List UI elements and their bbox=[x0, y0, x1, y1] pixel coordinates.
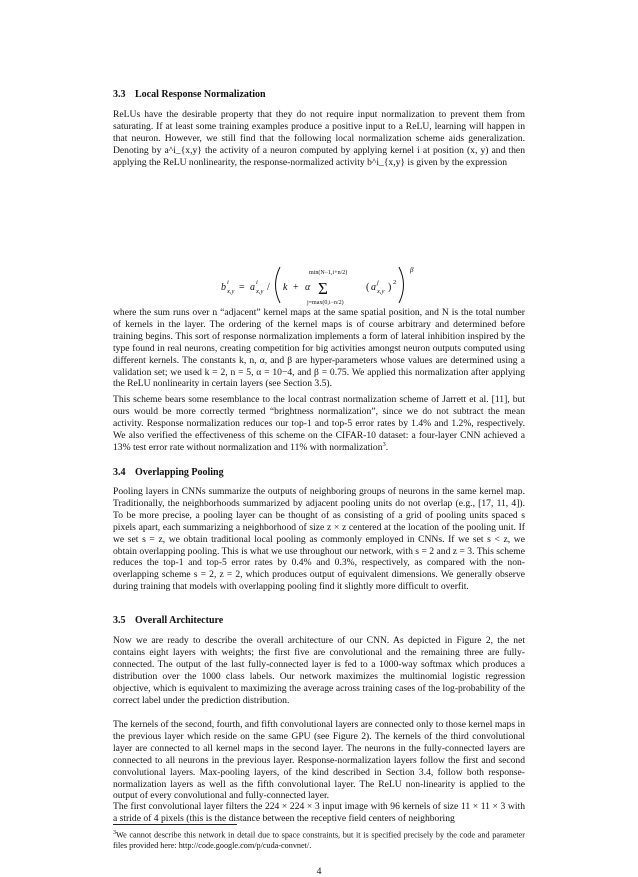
svg-text:i: i bbox=[256, 279, 258, 286]
footnote-rule bbox=[113, 824, 237, 825]
footnote-3: $^3$We cannot describe this network in detail due to space constraints, but it is specified precisely by the code and parameter files provided here: http://code.google.com/p/cuda-convnet/. bbox=[113, 830, 525, 850]
svg-text:/: / bbox=[267, 282, 270, 293]
svg-text:i: i bbox=[227, 279, 229, 286]
svg-text:a: a bbox=[371, 282, 376, 293]
paragraph-first-conv-layer: The first convolutional layer filters the 224 × 224 × 3 input image with 96 kernels of size 11 × 11 × 3 with a stride of 4 pixels (this is the distance between the receptive field centers of neighboring bbox=[113, 801, 525, 824]
svg-text:k: k bbox=[283, 282, 288, 293]
paragraph-brightness-normalization: This scheme bears some resemblance to the local contrast normalization scheme of Jarrett et al. [11], but ours would be more correctly termed “brightness normalization”, since we do not subtract the mean activity. Response normalization reduces our top-1 and top-5 error rates by 1.4% and 1.2%, respectively. We also verified the effectiveness of this scheme on the CIFAR-10 dataset: a four-layer CNN achieved a 13% test error rate without normalization and 11% with normalization$^3$. bbox=[113, 394, 525, 453]
svg-text:+: + bbox=[293, 282, 299, 293]
svg-text:x,y: x,y bbox=[227, 288, 235, 295]
svg-text:j: j bbox=[377, 279, 379, 286]
eq-lhs: b bbox=[221, 282, 226, 293]
page-number: 4 bbox=[316, 866, 322, 877]
section-heading-3-5: 3.5 Overall Architecture bbox=[113, 615, 224, 626]
paragraph-architecture-overview: Now we are ready to describe the overall architecture of our CNN. As depicted in Figure 2, the net contains eight layers with weights; the first five are convolutional and the remaining three are fully-connected. The output of the last fully-connected layer is fed to a 1000-way softmax which produces a distribution over the 1000 class labels. Our network maximizes the multinomial logistic regression objective, which is equivalent to maximizing the average across training cases of the log-probability of the correct label under the prediction distribution. bbox=[113, 635, 525, 706]
normalization-equation bbox=[113, 264, 525, 306]
footnote-ref-3[interactable]: 3 bbox=[382, 440, 386, 448]
paragraph-overlapping-pooling: Pooling layers in CNNs summarize the outputs of neighboring groups of neurons in the same kernel map. Traditionally, the neighborhoods summarized by adjacent pooling units do not overlap (e.g., [17, 11, 4]). To be more precise, a pooling layer can be thought of as consisting of a grid of pooling units spaced s pixels apart, each summarizing a neighborhood of size z × z centered at the location of the pooling unit. If we set s = z, we obtain traditional local pooling as commonly employed in CNNs. If we set s < z, we obtain overlapping pooling. This is what we use throughout our network, with s = 2 and z = 3. This scheme reduces the top-1 and top-5 error rates by 0.4% and 0.3%, respectively, as compared with the non-overlapping scheme s = 2, z = 2, which produces output of equivalent dimensions. We generally observe during training that models with overlapping pooling find it slightly more difficult to overfit. bbox=[113, 486, 525, 593]
paragraph-kernel-maps: where the sum runs over n “adjacent” kernel maps at the same spatial position, and N is the total number of kernels in the layer. The ordering of the kernel maps is of course arbitrary and determined before training begins. This sort of response normalization implements a form of lateral inhibition inspired by the type found in real neurons, creating competition for big activities amongst neuron outputs computed using different kernels. The constants k, n, α, and β are hyper-parameters whose values are determined using a validation set; we used k = 2, n = 5, α = 10−4, and β = 0.75. We applied this normalization after applying the ReLU nonlinearity in certain layers (see Section 3.5). bbox=[113, 307, 525, 390]
section-heading-3-3: 3.3 Local Response Normalization bbox=[113, 89, 266, 100]
svg-text:): ) bbox=[388, 282, 392, 293]
svg-text:=: = bbox=[239, 282, 245, 293]
svg-text:2: 2 bbox=[393, 279, 397, 286]
svg-text:a: a bbox=[250, 282, 255, 293]
paragraph-kernel-connectivity: The kernels of the second, fourth, and fifth convolutional layers are connected only to those kernel maps in the previous layer which reside on the same GPU (see Figure 2). The kernels of the third convolutional layer are connected to all kernel maps in the second layer. The neurons in the fully-connected layers are connected to all neurons in the previous layer. Response-normalization layers follow the first and second convolutional layers. Max-pooling layers, of the kind described in Section 3.4, follow both response-normalization layers as well as the fifth convolutional layer. The ReLU non-linearity is applied to the output of every convolutional and fully-connected layer. bbox=[113, 719, 525, 802]
sum-sign: Σ bbox=[318, 279, 328, 298]
svg-text:β: β bbox=[410, 266, 414, 274]
svg-text:x,y: x,y bbox=[377, 288, 385, 295]
paragraph-relu-normalization: ReLUs have the desirable property that they do not require input normalization to prevent them from saturating. If at least some training examples produce a positive input to a ReLU, learning will happen in that neuron. However, we still find that the following local normalization scheme aids generalization. Denoting by a^i_{x,y} the activity of a neuron computed by applying kernel i at position (x, y) and then applying the ReLU nonlinearity, the response-normalized activity b^i_{x,y} is given by the expression bbox=[113, 109, 525, 168]
svg-text:j=max(0,i−n/2): j=max(0,i−n/2) bbox=[307, 300, 344, 306]
section-heading-3-4: 3.4 Overlapping Pooling bbox=[113, 467, 224, 478]
svg-text:α: α bbox=[305, 282, 311, 293]
svg-text:(: ( bbox=[366, 282, 370, 293]
svg-text:x,y: x,y bbox=[256, 288, 264, 295]
svg-text:min(N−1,i+n/2): min(N−1,i+n/2) bbox=[309, 270, 348, 276]
